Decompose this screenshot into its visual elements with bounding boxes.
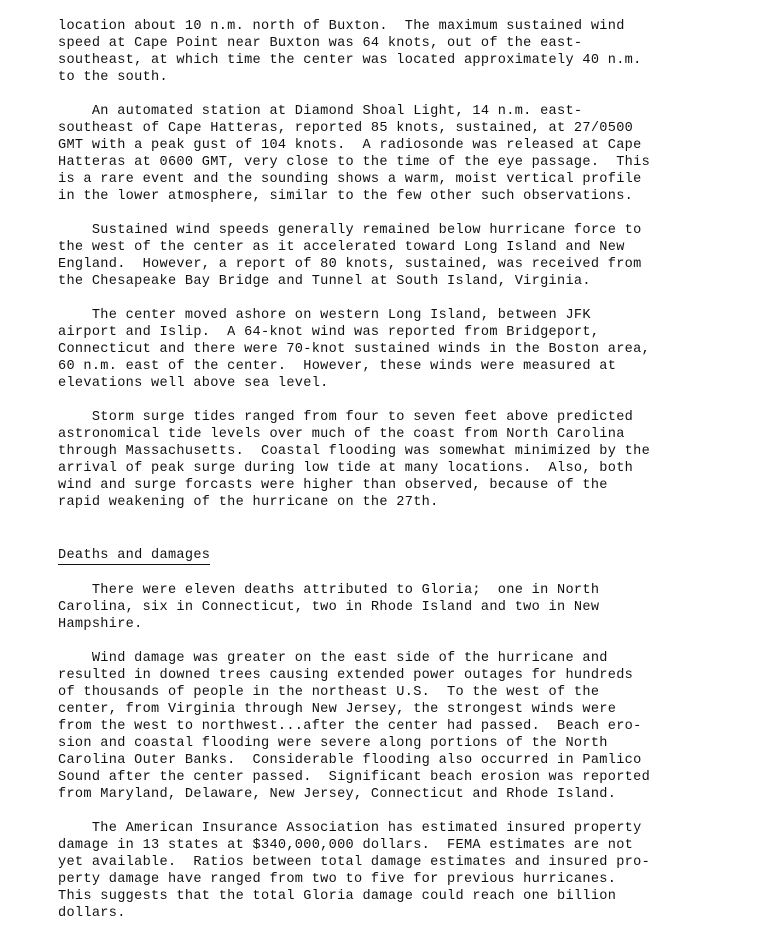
paragraph-gap — [58, 205, 763, 222]
deaths-paragraph — [58, 582, 763, 633]
text-line: location about 10 n.m. north of Buxton. The maximum sustained wind — [58, 19, 625, 34]
text-line: the west of the center as it accelerated toward Long Island and New — [58, 240, 625, 255]
text-line: Sound after the center passed. Significant beach erosion was reported — [58, 770, 651, 785]
text-line: is a rare event and the sounding shows a warm, moist vertical profile — [58, 172, 642, 187]
text-line: 60 n.m. east of the center. However, these winds were measured at — [58, 359, 617, 374]
landfall-paragraph — [58, 307, 763, 392]
text-line: Hampshire. — [58, 617, 143, 632]
text-line: Carolina Outer Banks. Considerable flooding also occurred in Pamlico — [58, 753, 642, 768]
text-line: Hatteras at 0600 GMT, very close to the time of the eye passage. This — [58, 155, 651, 170]
text-line: Storm surge tides ranged from four to seven feet above predicted — [58, 410, 634, 425]
paragraph-gap — [58, 290, 763, 307]
text-line: to the south. — [58, 70, 168, 85]
text-line: dollars. — [58, 906, 126, 921]
diamond-shoal-paragraph — [58, 103, 763, 205]
text-line: The center moved ashore on western Long Island, between JFK — [58, 308, 591, 323]
text-line: center, from Virginia through New Jersey, the strongest winds were — [58, 702, 617, 717]
text-line: from the west to northwest...after the center had passed. Beach ero- — [58, 719, 642, 734]
text-line: GMT with a peak gust of 104 knots. A radiosonde was released at Cape — [58, 138, 642, 153]
text-line: southeast, at which time the center was located approximately 40 n.m. — [58, 53, 642, 68]
text-line: Wind damage was greater on the east side of the hurricane and — [58, 651, 608, 666]
intro-paragraph — [58, 18, 763, 86]
text-line: rapid weakening of the hurricane on the 27th. — [58, 495, 439, 510]
text-line: wind and surge forcasts were higher than observed, because of the — [58, 478, 608, 493]
text-line: in the lower atmosphere, similar to the few other such observations. — [58, 189, 634, 204]
text-line: the Chesapeake Bay Bridge and Tunnel at South Island, Virginia. — [58, 274, 591, 289]
document-page — [58, 18, 763, 922]
insurance-paragraph — [58, 820, 763, 922]
text-line: The American Insurance Association has estimated insured property — [58, 821, 642, 836]
text-line: arrival of peak surge during low tide at many locations. Also, both — [58, 461, 634, 476]
paragraph-gap — [58, 803, 763, 820]
text-line: southeast of Cape Hatteras, reported 85 knots, sustained, at 27/0500 — [58, 121, 634, 136]
text-line: An automated station at Diamond Shoal Light, 14 n.m. east- — [58, 104, 583, 119]
text-line: airport and Islip. A 64-knot wind was reported from Bridgeport, — [58, 325, 600, 340]
text-line: speed at Cape Point near Buxton was 64 knots, out of the east- — [58, 36, 583, 51]
paragraph-gap — [58, 86, 763, 103]
text-line: There were eleven deaths attributed to Gloria; one in North — [58, 583, 600, 598]
paragraph-gap — [58, 565, 763, 582]
text-line: damage in 13 states at $340,000,000 dollars. FEMA estimates are not — [58, 838, 634, 853]
text-line: astronomical tide levels over much of the coast from North Carolina — [58, 427, 625, 442]
text-line: Connecticut and there were 70-knot sustained winds in the Boston area, — [58, 342, 651, 357]
text-line: through Massachusetts. Coastal flooding was somewhat minimized by the — [58, 444, 651, 459]
text-line: yet available. Ratios between total damage estimates and insured pro- — [58, 855, 651, 870]
text-line: perty damage have ranged from two to five for previous hurricanes. — [58, 872, 617, 887]
text-line: sion and coastal flooding were severe along portions of the North — [58, 736, 608, 751]
sustained-winds-paragraph — [58, 222, 763, 290]
paragraph-gap — [58, 511, 763, 528]
paragraph-gap — [58, 633, 763, 650]
storm-surge-paragraph — [58, 409, 763, 511]
text-line: England. However, a report of 80 knots, sustained, was received from — [58, 257, 642, 272]
section-heading-row — [58, 545, 763, 565]
text-line: Carolina, six in Connecticut, two in Rhode Island and two in New — [58, 600, 600, 615]
paragraph-gap — [58, 528, 763, 545]
text-line: of thousands of people in the northeast U.S. To the west of the — [58, 685, 600, 700]
wind-damage-paragraph — [58, 650, 763, 803]
text-line: resulted in downed trees causing extended power outages for hundreds — [58, 668, 634, 683]
text-line: This suggests that the total Gloria damage could reach one billion — [58, 889, 617, 904]
text-line: from Maryland, Delaware, New Jersey, Connecticut and Rhode Island. — [58, 787, 617, 802]
section-heading: Deaths and damages — [58, 548, 211, 563]
paragraph-gap — [58, 392, 763, 409]
text-line: Sustained wind speeds generally remained below hurricane force to — [58, 223, 642, 238]
text-line: elevations well above sea level. — [58, 376, 329, 391]
